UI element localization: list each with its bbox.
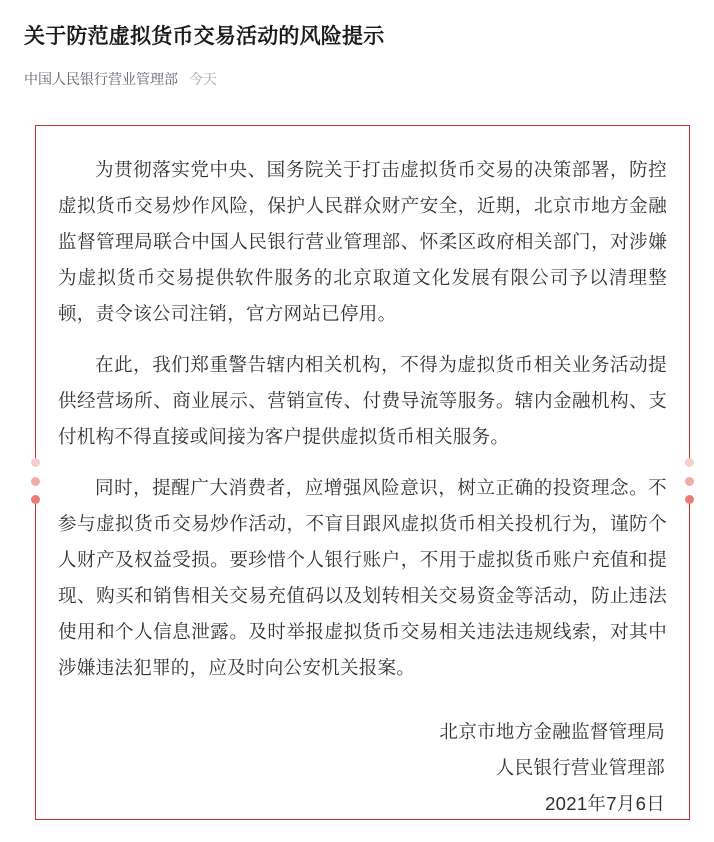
dot-icon [31,495,40,504]
publisher-name[interactable]: 中国人民银行营业管理部 [24,71,178,87]
article-meta [24,69,690,89]
notice-paragraph: 同时，提醒广大消费者，应增强风险意识，树立正确的投资理念。不参与虚拟货币交易炒作活动，不盲目跟风虚拟货币相关投机行为，谨防个人财产及权益受损。要珍惜个人银行账户，不用于虚拟货币账户充值和提现、购买和销售相关交易充值码以及划转相关交易资金等活动，防止违法使用和个人信息泄露。及时举报虚拟货币交易相关违法违规线索，对其中涉嫌违法犯罪的，应及时向公安机关报案。 [58,477,667,678]
decorative-dots-left [30,458,41,504]
notice-frame [35,125,690,820]
page-title: 关于防范虚拟货币交易活动的风险提示 [24,25,385,48]
signature-issuer-secondary: 人民银行营业管理部 [495,757,665,778]
article-header [0,0,714,89]
dot-icon [31,458,40,467]
signature-block [58,714,667,822]
signature-issuer-primary: 北京市地方金融监督管理局 [439,721,665,742]
decorative-dots-right [684,458,695,504]
dot-icon [31,477,40,486]
dot-icon [685,458,694,467]
publish-time: 今天 [189,71,217,87]
dot-icon [685,495,694,504]
signature-date: 2021年7月6日 [545,793,665,814]
notice-body [36,126,689,842]
notice-paragraph: 在此，我们郑重警告辖内相关机构，不得为虚拟货币相关业务活动提供经营场所、商业展示、营销宣传、付费导流等服务。辖内金融机构、支付机构不得直接或间接为客户提供虚拟货币相关服务。 [58,354,667,447]
notice-paragraph: 为贯彻落实党中央、国务院关于打击虚拟货币交易的决策部署，防控虚拟货币交易炒作风险，保护人民群众财产安全，近期，北京市地方金融监督管理局联合中国人民银行营业管理部、怀柔区政府相关部门，对涉嫌为虚拟货币交易提供软件服务的北京取道文化发展有限公司予以清理整顿，责令该公司注销，官方网站已停用。 [58,159,667,324]
dot-icon [685,477,694,486]
